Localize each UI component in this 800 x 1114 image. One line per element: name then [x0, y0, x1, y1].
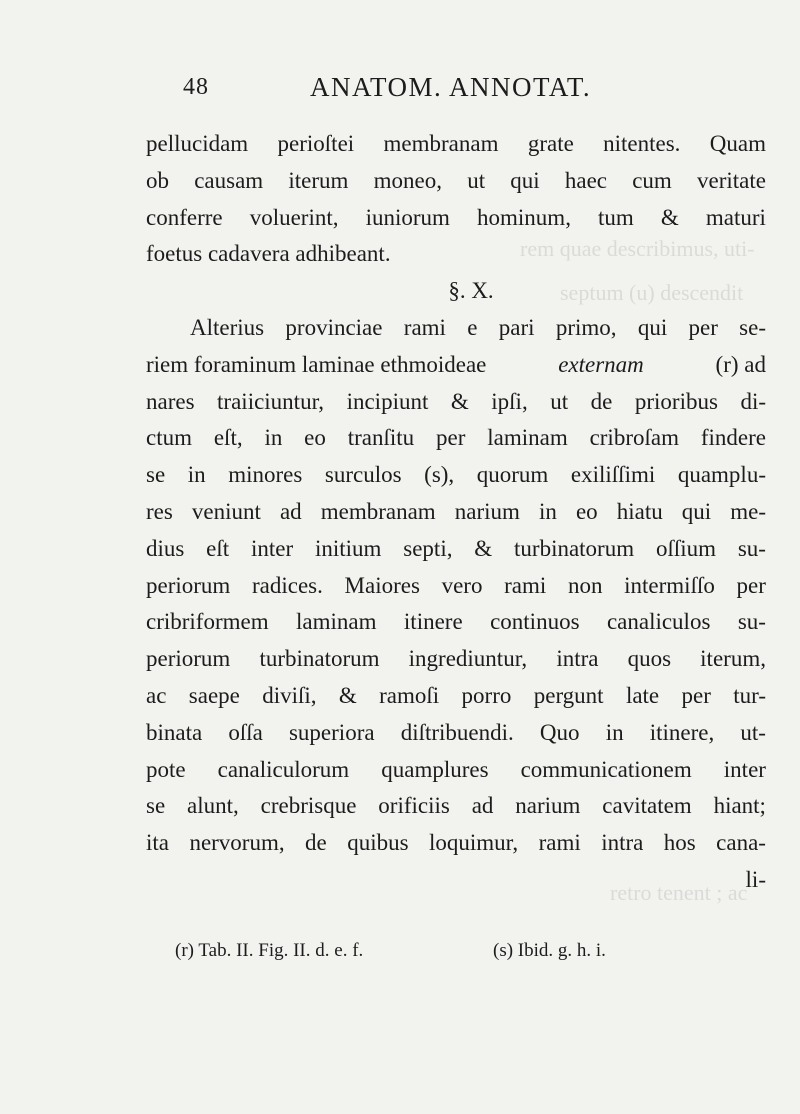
word: ramoſi [379, 682, 440, 708]
word: dius [146, 535, 185, 561]
word: incipiunt [346, 388, 429, 414]
word: rami [504, 572, 547, 598]
word: ob [146, 167, 169, 193]
word: ad [279, 498, 302, 524]
text-line: foetus cadavera adhibeant. [146, 241, 391, 267]
word: initium [314, 535, 382, 561]
word: in [264, 425, 283, 451]
word: se- [739, 314, 766, 340]
word: & [474, 535, 493, 561]
word: cribroſam [589, 425, 679, 451]
word: oſſium [655, 535, 716, 561]
word: eſt, [213, 425, 243, 451]
word: su- [737, 609, 766, 635]
italic-term: externam [558, 351, 644, 377]
word: Maiores [344, 572, 420, 598]
word: in [605, 719, 624, 745]
word: veniunt [191, 498, 261, 524]
text-line [146, 531, 766, 568]
body-text [146, 126, 766, 899]
word: pote [146, 756, 186, 782]
word: periorum [146, 572, 231, 598]
text-line [146, 457, 766, 494]
page-number: 48 [183, 74, 209, 100]
word: (s), [424, 462, 455, 488]
word: cavitatem [602, 793, 692, 819]
word: in [538, 498, 557, 524]
bleed-through-text: retro tenent ; ac [610, 880, 748, 905]
word: perioſtei [277, 131, 355, 156]
word: & [450, 388, 469, 414]
word: nitentes. [603, 131, 681, 156]
word: nares [146, 388, 195, 414]
word: late [625, 682, 660, 708]
word: ad [471, 793, 494, 819]
word: in [187, 462, 206, 488]
word: Quo [539, 719, 580, 745]
word: eo [304, 425, 326, 451]
word: & [660, 204, 679, 230]
word: per [736, 572, 766, 598]
word: se [146, 462, 166, 488]
word: ingrediuntur, [408, 646, 528, 672]
word: di- [740, 388, 766, 414]
word: Alterius [190, 314, 265, 340]
footnote-r: (r) Tab. II. Fig. II. d. e. f. [175, 940, 364, 961]
word: eſt [206, 535, 230, 561]
footnotes [175, 940, 695, 962]
word: canaliculorum [217, 756, 350, 782]
word: primo, [555, 314, 617, 340]
word: per [436, 425, 466, 451]
word: quibus [347, 830, 409, 856]
text-line [146, 420, 766, 457]
word: diſtribuendi. [400, 719, 514, 745]
word: veritate [697, 167, 766, 193]
running-head: ANATOM. ANNOTAT. [310, 72, 592, 102]
word: turbinatorum [259, 646, 380, 672]
word: cana- [716, 830, 766, 856]
text-line [146, 715, 766, 752]
word: intermiſſo [624, 572, 715, 598]
word: grate [527, 131, 574, 156]
word: minores [228, 462, 303, 488]
word: me- [730, 498, 766, 524]
word: diviſi, [262, 682, 317, 708]
word: alunt, [187, 793, 239, 819]
word: iterum, [700, 646, 766, 672]
word: provinciae [285, 314, 383, 340]
word: per [688, 314, 718, 340]
word: iuniorum [365, 204, 450, 230]
word: qui [510, 167, 540, 193]
word: pergunt [533, 682, 604, 708]
word: e [467, 314, 478, 340]
text-line [146, 163, 766, 200]
word: causam [194, 167, 264, 193]
word: de [590, 388, 613, 414]
word: voluerint, [249, 204, 339, 230]
text-line [146, 384, 766, 421]
word: narium [454, 498, 520, 524]
word: radices. [251, 572, 323, 598]
text-line [146, 641, 766, 678]
word: exiliſſimi [570, 462, 656, 488]
word: porro [461, 682, 512, 708]
word: res [146, 498, 173, 524]
word: iterum [288, 167, 349, 193]
text-line [146, 788, 766, 825]
text-line [146, 752, 766, 789]
word: pellucidam [146, 131, 249, 156]
word: prioribus [634, 388, 718, 414]
word: su- [737, 535, 766, 561]
word: loquimur, [428, 830, 519, 856]
word: quamplu- [677, 462, 766, 488]
word: itinere [403, 609, 463, 635]
word: ut [467, 167, 486, 193]
word: ctum [146, 425, 192, 451]
text-line [146, 200, 766, 237]
word: vero [441, 572, 483, 598]
word: pari [498, 314, 535, 340]
word: membranam [383, 131, 499, 156]
word: maturi [705, 204, 766, 230]
word: findere [700, 425, 766, 451]
word: itinere, [649, 719, 715, 745]
word: oſſa [228, 719, 263, 745]
word: turbinatorum [514, 535, 635, 561]
text-line [146, 825, 766, 862]
word: eo [575, 498, 598, 524]
word: inter [723, 756, 766, 782]
word: cum [632, 167, 672, 193]
footnote-s: (s) Ibid. g. h. i. [493, 940, 606, 961]
bleed-through-text: septum (u) descendit [560, 280, 744, 305]
word: hiant; [713, 793, 766, 819]
word: septi, [403, 535, 453, 561]
word: surculos [324, 462, 402, 488]
text-line [146, 604, 766, 641]
word: tum [598, 204, 634, 230]
word: saepe [188, 682, 240, 708]
bleed-through-text: rem quae describimus, uti- [520, 236, 755, 261]
word: continuos [490, 609, 580, 635]
word: rami [403, 314, 446, 340]
word: moneo, [373, 167, 442, 193]
word: superiora [288, 719, 375, 745]
word: narium [515, 793, 581, 819]
word: membranam [320, 498, 436, 524]
text-line [146, 310, 766, 347]
word: rami [538, 830, 581, 856]
word: hos [663, 830, 696, 856]
text-line [146, 494, 766, 531]
word: conferre [146, 204, 223, 230]
word: haec [564, 167, 608, 193]
word: quamplures [381, 756, 489, 782]
word: hiatu [616, 498, 663, 524]
word: se [146, 793, 166, 819]
word: intra [556, 646, 599, 672]
word: nervorum, [189, 830, 285, 856]
word: tranſitu [347, 425, 415, 451]
text-line [146, 126, 766, 163]
word: ita [146, 830, 169, 856]
word: qui [637, 314, 668, 340]
word: quos [627, 646, 672, 672]
word: Quam [709, 131, 766, 156]
section-heading: §. X. [448, 278, 494, 304]
word: ipſi, [491, 388, 528, 414]
page-header [0, 70, 800, 110]
word: communicationem [520, 756, 692, 782]
word: inter [251, 535, 294, 561]
word: cribriformem [146, 609, 269, 635]
word: canaliculos [606, 609, 711, 635]
word: non [567, 572, 603, 598]
text-line [146, 568, 766, 605]
word: hominum, [477, 204, 571, 230]
word: ut- [740, 719, 766, 745]
word: traiiciuntur, [217, 388, 325, 414]
word: laminam [487, 425, 568, 451]
word: per [681, 682, 711, 708]
word: binata [146, 719, 203, 745]
word: de [305, 830, 327, 856]
word: crebrisque [260, 793, 357, 819]
word: ac [146, 682, 167, 708]
word: periorum [146, 646, 231, 672]
word: & [338, 682, 357, 708]
text-line [146, 678, 766, 715]
word: ut [550, 388, 569, 414]
word: orificiis [378, 793, 450, 819]
word: qui [681, 498, 712, 524]
word: laminam [296, 609, 377, 635]
word: quorum [476, 462, 549, 488]
text-line: riem foraminum laminae ethmoideae externam (r) ad [146, 347, 766, 384]
catchword: li- [745, 866, 766, 892]
word: tur- [733, 682, 766, 708]
word: intra [601, 830, 644, 856]
